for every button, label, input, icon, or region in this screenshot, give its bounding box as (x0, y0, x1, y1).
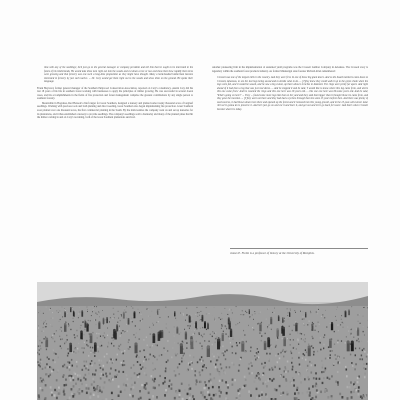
body-paragraph: Meanwhile in Bogalusa, Red Henson's chief ranger for Great Southern, designed a nursery and planted some twenty thousand acres of longleaf seedlings. Working with precious tools and both planting and direct seeding, Great Southern also began implementing fire protection. Great Southern soon planted over one thousand acres, the first commercial planting in the South. By the mid-twenties the company went on and set up nurseries for its plantations, and it thus established a nursery to provide seedlings. The company's seedlings sold to Kentucky and many of the planted pines that hit the timber coming in and on Cary's recruiting, both of the Great Southern plantations survived. (37, 101, 193, 120)
right-column (212, 66, 368, 296)
photo-image (37, 282, 368, 400)
block-quote-top: time with any of the seedlings; he'd just go to the general manager or company president and tell him that he ought to be interested in the future of his timberlands. He would take these men right out into the woods and cut down a tree or two and show them how rapidly them trees were growing and that forestry was one such a long-time proposition as they might have thought. Many a hard-headed lumberman became interested in forestry by just such tactics. ... Dr. Cary would get them right out to the woods and show them on the ground. He spoke their language. (44, 66, 193, 84)
block-quote-crossett: Crossett was one of the largest mills in the country. And they were first. In one of those big giant doors. And so the board members came down to Crossett, Arkansas, to see the last logs being sawed and to decide what to do. ... [T]hey knew they could walk it up to the green chain when the logs were fed, and it would be sawed, and he saw a big cutout, up there about 14 inches in diameter. The rings were pretty far apart. And right ahead of it had been a log that was just real dense. ... And he stopped it and he said, 'I would like to know where this log came from, and where this one came from.' And he counted the rings and this one here was 28 years old. ... this one one here was 60-some years old. And he said, 'What's going on here?' ... They ... found some more logs like that on the yard and they said that bigger than it thought those tie came from, and they gave the location. ... [T]hey went out there and they had had a cyclone through that site some 25 years before then. And there was plenty of seed sources, it had blown down trees there and opened up the forest and it removed into this young growth, and in the 25-year-old cutover land. 'All we're gonna do is preserve it. And let's just go on and cut it and burn it, and get out and let it go back for taxes.' And that's when Crossett became what it is today. (217, 76, 368, 112)
body-paragraph: Frank Heyward, former general manager of the Southern Pulpwood Conservation Association, reported on Cary's consultancy. Austin Cary did his last 18 years of his life in southern forest working with businesses to apply the principles of timber growing. He was successful in several dozen cases, and his accomplishments in the fields of fire protection and forest management comprise the greatest contributions by any single person to southern forestry. (37, 86, 193, 101)
author-bio: James E. Fickle is a professor of history at the University of Memphis. (230, 251, 315, 255)
body-paragraph: Another pioneering firm in the implementation of sustained yield programs was the Crossett Lumber Company in Arkansas. The Crossett story is legendary within the southern forest products industry. As former Mississippi state forester Richard Allen remembered: (212, 66, 368, 73)
bio-divider (230, 248, 368, 249)
seedling-field-photo (37, 282, 368, 400)
left-column (37, 66, 193, 280)
